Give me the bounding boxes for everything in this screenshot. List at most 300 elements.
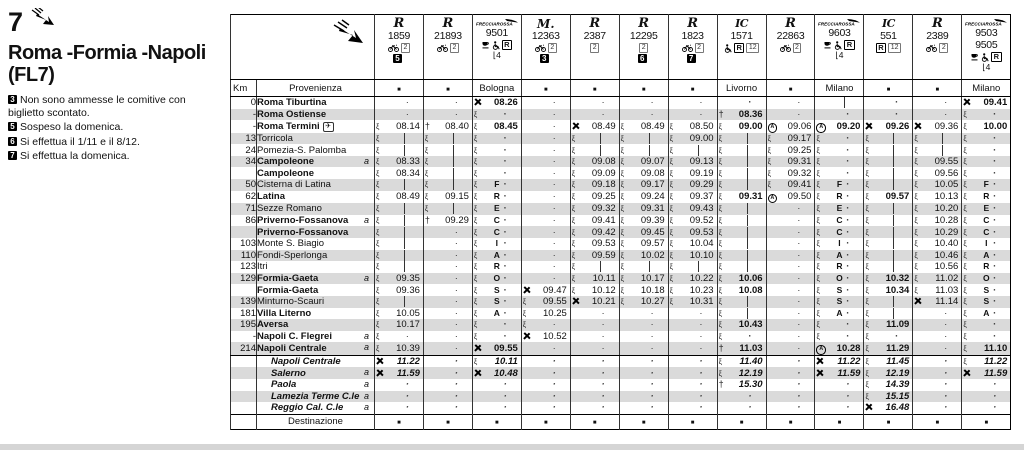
timetable-value: 10.08 [738, 284, 763, 296]
regionale-logo: R [931, 16, 943, 31]
timetable-value: 09.55 [494, 343, 518, 355]
time-cell [423, 308, 472, 320]
station-name-cell [257, 238, 375, 250]
note-badge-3: 3 [8, 95, 17, 104]
time-cell [570, 156, 619, 168]
periodic-wavy-icon: ξ [963, 285, 967, 295]
provenienza-value: ■ [423, 80, 472, 97]
time-cell [472, 133, 521, 145]
time-cell [521, 215, 570, 227]
periodic-wavy-icon: ξ [963, 262, 967, 272]
timetable-value: 09.45 [640, 226, 665, 238]
timetable-value: · [699, 97, 703, 109]
periodic-wavy-icon: ξ [767, 168, 771, 178]
station-row-formia-gaeta [231, 273, 1011, 285]
time-cell [717, 179, 766, 191]
time-cell [864, 319, 913, 331]
destinazione-value: ■ [766, 414, 815, 429]
timetable-value [404, 227, 423, 238]
periodic-wavy-icon: ξ [718, 133, 722, 143]
category-vertical-letter: S [983, 284, 990, 295]
periodic-wavy-icon: ξ [718, 308, 722, 318]
periodic-wavy-icon: ξ [473, 192, 478, 202]
destinazione-value: ■ [864, 414, 913, 429]
time-cell [375, 331, 424, 343]
time-cell [472, 250, 521, 262]
station-row-pomezia-s-palomba [231, 144, 1011, 156]
periodic-wavy-icon: ξ [571, 250, 576, 260]
timetable-value: · [797, 226, 801, 238]
timetable-value: · [503, 167, 507, 179]
timetable-value: 09.39 [640, 215, 665, 227]
time-cell [521, 308, 570, 320]
periodic-wavy-icon: ξ [865, 285, 869, 295]
time-cell [815, 250, 864, 262]
timetable-value: 10.21 [591, 296, 616, 308]
train-column-header-1571 [717, 15, 766, 80]
timetable-value: · [748, 97, 752, 109]
timetable-value [747, 296, 766, 307]
destinazione-value: ■ [423, 414, 472, 429]
time-cell [423, 97, 472, 109]
periodic-wavy-icon: ξ [669, 239, 674, 249]
wheelchair-icon [981, 53, 989, 62]
footnotes [8, 94, 222, 163]
holidays-icon: † [424, 120, 430, 131]
time-cell [668, 133, 717, 145]
time-cell [962, 167, 1011, 179]
time-cell [619, 97, 668, 109]
timetable-value: 10.02 [640, 249, 665, 261]
periodic-wavy-icon: ξ [669, 145, 674, 155]
timetable-value: · [846, 261, 850, 273]
footnote-text: Non sono ammesse le comitive con biglietto scontato. [8, 94, 186, 119]
time-cell [668, 261, 717, 273]
km-cell: 139 [231, 296, 257, 308]
periodic-wavy-icon: ξ [571, 216, 576, 226]
periodic-wavy-icon: ξ [914, 157, 918, 167]
station-name-cell [257, 308, 375, 320]
timetable-value: 08.49 [591, 120, 616, 132]
periodic-wavy-icon: ξ [571, 145, 576, 155]
time-cell [815, 203, 864, 215]
timetable-value: · [552, 144, 556, 156]
time-cell [913, 120, 962, 133]
time-cell [962, 133, 1011, 145]
reservation-icon: R [844, 40, 854, 50]
periodic-wavy-icon: ξ [816, 320, 820, 330]
timetable-value: 09.41 [983, 97, 1008, 109]
category-vertical-letter: A [983, 249, 990, 260]
time-cell [570, 308, 619, 320]
category-vertical-letter: S [836, 284, 843, 295]
timetable-value: · [405, 330, 409, 342]
time-cell [913, 156, 962, 168]
timetable-value: · [895, 97, 899, 109]
timetable-value: · [650, 307, 654, 319]
periodic-wavy-icon: ξ [963, 320, 967, 330]
timetable-value: · [405, 390, 409, 402]
station-name: Torricola [257, 132, 293, 144]
timetable-value: · [846, 390, 850, 402]
time-cell [913, 391, 962, 403]
time-cell [521, 402, 570, 414]
time-cell [815, 319, 864, 331]
time-cell [913, 379, 962, 391]
time-cell [570, 250, 619, 262]
second-class-icon: 2 [793, 43, 802, 53]
periodic-wavy-icon: ξ [669, 227, 674, 237]
time-cell [962, 144, 1011, 156]
reservation-icon: R [734, 43, 744, 53]
provenienza-value: ■ [864, 80, 913, 97]
timetable-value: · [552, 156, 556, 168]
timetable-value: 08.50 [689, 120, 714, 132]
timetable-value: · [993, 156, 997, 168]
periodic-wavy-icon: ξ [473, 239, 478, 249]
time-cell [521, 167, 570, 179]
timetable-value: · [797, 379, 801, 391]
periodic-wavy-icon: ξ [816, 308, 820, 318]
station-row-roma-ostiense [231, 109, 1011, 121]
km-cell: 71 [231, 203, 257, 215]
time-cell [375, 109, 424, 121]
workdays-icon [914, 122, 921, 129]
time-cell [423, 355, 472, 367]
time-cell [472, 238, 521, 250]
timetable-value: 10.46 [934, 249, 959, 261]
timetable-value [404, 145, 423, 156]
time-cell [521, 319, 570, 331]
time-cell [668, 215, 717, 227]
timetable-value: · [552, 261, 556, 273]
train-number: 551 [880, 30, 897, 42]
km-cell: 34 [231, 156, 257, 168]
timetable-value: 09.47 [543, 284, 567, 296]
timetable-value: 10.39 [396, 343, 420, 355]
timetable-value: · [993, 203, 997, 215]
time-cell [472, 308, 521, 320]
periodic-wavy-icon: ξ [963, 297, 967, 307]
time-cell [962, 191, 1011, 204]
first-second-class-icon: 12 [888, 43, 901, 53]
timetable-value: 09.00 [689, 132, 714, 144]
timetable-value: · [552, 191, 556, 203]
timetable-value: · [601, 319, 605, 331]
category-vertical-letter: R [836, 261, 843, 272]
time-cell [913, 308, 962, 320]
periodic-wavy-icon: ξ [620, 262, 625, 272]
provenienza-value: ■ [570, 80, 619, 97]
km-cell [231, 367, 257, 379]
timetable-value: 09.50 [787, 191, 812, 203]
periodic-wavy-icon: ξ [571, 157, 576, 167]
periodic-wavy-icon: ξ [816, 216, 820, 226]
train-number: 2389 [926, 30, 949, 42]
station-row-roma-termini [231, 120, 1011, 133]
time-cell [815, 226, 864, 238]
category-vertical-letter: S [983, 296, 990, 307]
time-cell [668, 284, 717, 296]
time-cell [717, 355, 766, 367]
timetable-value: 10.11 [592, 273, 616, 285]
time-cell [962, 367, 1011, 379]
timetable-value: · [993, 296, 997, 308]
time-cell [472, 156, 521, 168]
time-cell [619, 109, 668, 121]
timetable-value: 09.56 [934, 167, 959, 179]
timetable-value: 09.08 [640, 167, 665, 179]
timetable-value: 09.07 [640, 156, 665, 168]
timetable-value: · [993, 284, 997, 296]
periodic-wavy-icon: ξ [376, 227, 380, 237]
periodic-wavy-icon: ξ [718, 157, 722, 167]
periodic-wavy-icon: ξ [718, 216, 722, 226]
timetable-value: · [601, 367, 605, 379]
periodic-wavy-icon: ξ [424, 204, 429, 214]
route-title-line1: Roma -Formia -Napoli [8, 42, 206, 64]
timetable-value: · [503, 330, 507, 342]
timetable-value: 09.53 [689, 226, 714, 238]
timetable-value [747, 227, 766, 238]
timetable-value: · [699, 108, 703, 120]
timetable-value: · [993, 390, 997, 402]
time-cell [375, 226, 424, 238]
timetable-value: 10.17 [640, 273, 665, 285]
periodic-wavy-icon: ξ [376, 216, 380, 226]
workdays-icon [572, 297, 579, 304]
time-cell [717, 226, 766, 238]
category-vertical-letter: O [493, 273, 501, 284]
category-vertical-letter: C [836, 215, 843, 226]
provenienza-value: Milano [815, 80, 864, 97]
note-badge-6: 6 [8, 137, 17, 146]
time-cell [668, 331, 717, 343]
train-column-header-9603 [815, 15, 864, 80]
provenienza-row [231, 80, 1011, 97]
intercity-logo: IC [735, 17, 749, 30]
timetable-value: 10.04 [689, 238, 714, 250]
time-cell [668, 367, 717, 379]
periodic-wavy-icon: ξ [963, 204, 967, 214]
timetable-value: · [846, 156, 850, 168]
timetable-value: · [601, 108, 605, 120]
periodic-wavy-icon: ξ [816, 297, 820, 307]
timetable-value: 11.03 [739, 343, 763, 355]
station-row-lamezia-terme-c-le [231, 391, 1011, 403]
timetable-value: 10.06 [738, 273, 763, 285]
bicycle-icon [437, 44, 448, 52]
time-cell [570, 331, 619, 343]
timetable-value: · [797, 307, 801, 319]
time-cell [668, 319, 717, 331]
timetable-value: · [797, 330, 801, 342]
km-cell [231, 167, 257, 179]
time-cell [717, 296, 766, 308]
service-levels-icon: ⌊4 [492, 50, 501, 60]
arrival-marker: a [363, 330, 369, 341]
timetable-value [404, 238, 423, 249]
bar-service-icon [824, 41, 832, 49]
category-vertical-letter: C [493, 226, 500, 237]
periodic-wavy-icon: ξ [816, 180, 820, 190]
periodic-wavy-icon: ξ [963, 239, 967, 249]
timetable-value: · [797, 238, 801, 250]
time-cell [766, 226, 815, 238]
periodic-wavy-icon: ξ [718, 262, 722, 272]
time-cell [423, 379, 472, 391]
periodic-wavy-icon: ξ [963, 331, 967, 341]
timetable-value: · [503, 296, 507, 308]
time-cell [864, 296, 913, 308]
timetable-value [404, 250, 423, 261]
svg-text:FRECCIAROSSA: FRECCIAROSSA [818, 21, 856, 27]
timetable-value: · [552, 343, 556, 355]
category-vertical-letter: S [493, 296, 500, 307]
time-cell [962, 379, 1011, 391]
time-cell [766, 97, 815, 109]
timetable-value: · [797, 367, 801, 379]
time-cell [375, 391, 424, 403]
workdays-icon [523, 286, 530, 293]
provenienza-value: ■ [766, 80, 815, 97]
periodic-wavy-icon: ξ [865, 368, 869, 378]
station-name: Sezze Romano [257, 203, 322, 215]
station-name-cell [257, 402, 375, 414]
km-cell: 214 [231, 342, 257, 355]
periodic-wavy-icon: ξ [767, 157, 771, 167]
time-cell [962, 156, 1011, 168]
category-vertical-letter: C [836, 226, 843, 237]
timetable-value: 10.10 [689, 249, 714, 261]
time-cell [815, 342, 864, 355]
time-cell [913, 296, 962, 308]
timetable-value: · [503, 156, 507, 168]
station-row-paola [231, 379, 1011, 391]
station-name-cell [257, 250, 375, 262]
timetable-value: · [944, 402, 948, 414]
periodic-wavy-icon: ξ [865, 227, 869, 237]
timetable-value: 09.53 [591, 238, 616, 250]
workdays-icon [914, 297, 921, 304]
km-cell: 86 [231, 215, 257, 227]
time-cell [472, 203, 521, 215]
station-name-cell [257, 133, 375, 145]
periodic-wavy-icon: ξ [816, 192, 820, 202]
time-cell [913, 319, 962, 331]
timetable-table [230, 14, 1011, 430]
time-cell [570, 284, 619, 296]
time-cell [766, 238, 815, 250]
time-cell [766, 284, 815, 296]
timetable-value [747, 133, 766, 144]
periodic-wavy-icon: ξ [473, 331, 478, 341]
timetable-value: 09.19 [689, 167, 714, 179]
timetable-value: · [846, 319, 850, 331]
time-cell [913, 133, 962, 145]
train-number: 1823 [681, 30, 704, 42]
timetable-value: · [944, 108, 948, 120]
train-column-header-2389 [913, 15, 962, 80]
timetable-value: · [993, 307, 997, 319]
station-name: Salerno [271, 367, 306, 379]
time-cell [913, 167, 962, 179]
timetable-value: · [944, 307, 948, 319]
station-name: Cisterna di Latina [257, 179, 331, 191]
station-name-cell [257, 284, 375, 296]
periodic-wavy-icon: ξ [669, 274, 674, 284]
time-cell [668, 391, 717, 403]
timetable-value: · [846, 273, 850, 285]
station-name-cell [257, 319, 375, 331]
timetable-value [649, 133, 668, 144]
time-cell [570, 379, 619, 391]
timetable-value: · [993, 319, 997, 331]
timetable-value: · [650, 108, 654, 120]
periodic-wavy-icon: ξ [473, 216, 478, 226]
bicycle-icon [682, 44, 693, 52]
time-cell [913, 238, 962, 250]
km-cell: 103 [231, 238, 257, 250]
time-cell [375, 133, 424, 145]
time-cell [962, 319, 1011, 331]
station-row-torricola [231, 133, 1011, 145]
periodic-wavy-icon: ξ [473, 357, 478, 367]
footnote-6 [8, 136, 222, 149]
time-cell [864, 226, 913, 238]
timetable-value: · [993, 108, 997, 120]
time-cell [668, 379, 717, 391]
time-cell [913, 109, 962, 121]
station-name: Formia-Gaeta [257, 273, 319, 285]
periodic-wavy-icon: ξ [620, 297, 625, 307]
station-name-cell [257, 342, 375, 355]
timetable-value: 09.41 [787, 179, 812, 191]
timetable-value: · [797, 284, 801, 296]
timetable-value: · [601, 402, 605, 414]
time-cell [570, 133, 619, 145]
timetable-value: 09.25 [787, 144, 812, 156]
time-cell [717, 308, 766, 320]
timetable-value [747, 203, 766, 214]
periodic-wavy-icon: ξ [865, 391, 869, 401]
periodic-wavy-icon: ξ [571, 239, 576, 249]
time-cell [815, 261, 864, 273]
time-cell [815, 391, 864, 403]
time-cell [962, 402, 1011, 414]
timetable-value: 15.30 [738, 379, 763, 391]
time-cell [472, 342, 521, 355]
periodic-wavy-icon: ξ [473, 204, 478, 214]
time-cell [815, 191, 864, 204]
timetable-value: · [503, 390, 507, 402]
time-cell [423, 250, 472, 262]
time-cell [815, 133, 864, 145]
station-row-napoli-c-flegrei [231, 331, 1011, 343]
periodic-wavy-icon: ξ [718, 121, 722, 131]
svg-text:FRECCIAROSSA: FRECCIAROSSA [965, 21, 1003, 27]
timetable-value: 08.40 [445, 120, 469, 132]
timetable-value: · [454, 402, 458, 414]
timetable-value: · [846, 379, 850, 391]
km-cell: 110 [231, 250, 257, 262]
station-row-latina [231, 191, 1011, 204]
time-cell [570, 273, 619, 285]
timetable-value: · [993, 179, 997, 191]
timetable-value: 10.17 [396, 319, 420, 331]
category-vertical-letter: A [836, 249, 843, 260]
timetable-value: · [944, 356, 948, 368]
